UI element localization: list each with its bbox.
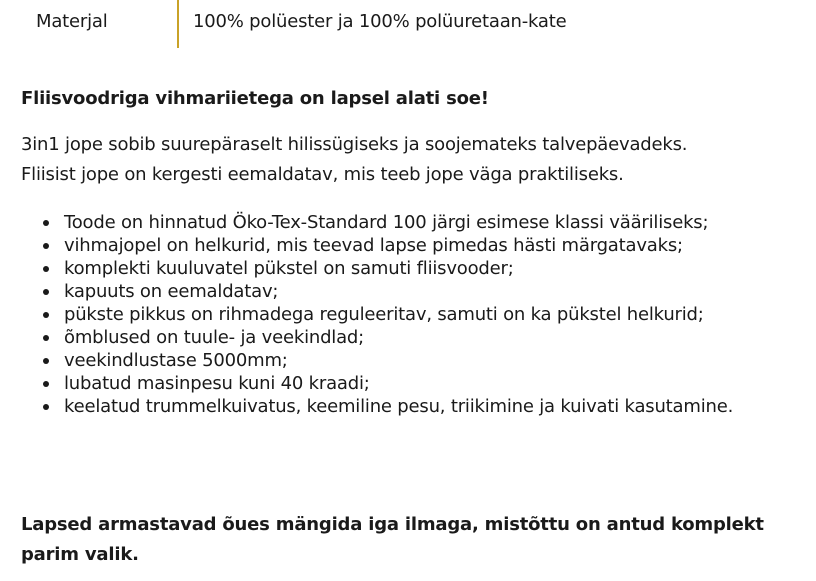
feature-item: õmblused on tuule- ja veekindlad; <box>64 326 764 349</box>
feature-item: pükste pikkus on rihmadega reguleeritav, samuti on ka pükstel helkurid; <box>64 303 764 326</box>
intro-text <box>21 130 811 190</box>
intro-line: 3in1 jope sobib suurepäraselt hilissügiseks ja soojemateks talvepäevadeks. <box>21 134 688 155</box>
spec-label: Materjal <box>36 11 108 32</box>
feature-list <box>21 211 764 418</box>
intro-line: Fliisist jope on kergesti eemaldatav, mis teeb jope väga praktiliseks. <box>21 164 624 185</box>
spec-value: 100% polüester ja 100% polüuretaan-kate <box>193 11 567 32</box>
feature-item: keelatud trummelkuivatus, keemiline pesu, triikimine ja kuivati kasutamine. <box>64 395 764 418</box>
feature-item: Toode on hinnatud Öko-Tex-Standard 100 järgi esimese klassi vääriliseks; <box>64 211 764 234</box>
spec-divider <box>177 0 179 48</box>
feature-item: lubatud masinpesu kuni 40 kraadi; <box>64 372 764 395</box>
description-heading: Fliisvoodriga vihmariietega on lapsel alati soe! <box>21 88 489 109</box>
closing-heading: Lapsed armastavad õues mängida iga ilmaga, mistõttu on antud komplekt parim valik. <box>21 514 764 565</box>
spec-row-material <box>0 0 816 48</box>
feature-item: vihmajopel on helkurid, mis teevad lapse pimedas hästi märgatavaks; <box>64 234 764 257</box>
feature-item: veekindlustase 5000mm; <box>64 349 764 372</box>
feature-item: komplekti kuuluvatel pükstel on samuti fliisvooder; <box>64 257 764 280</box>
feature-item: kapuuts on eemaldatav; <box>64 280 764 303</box>
